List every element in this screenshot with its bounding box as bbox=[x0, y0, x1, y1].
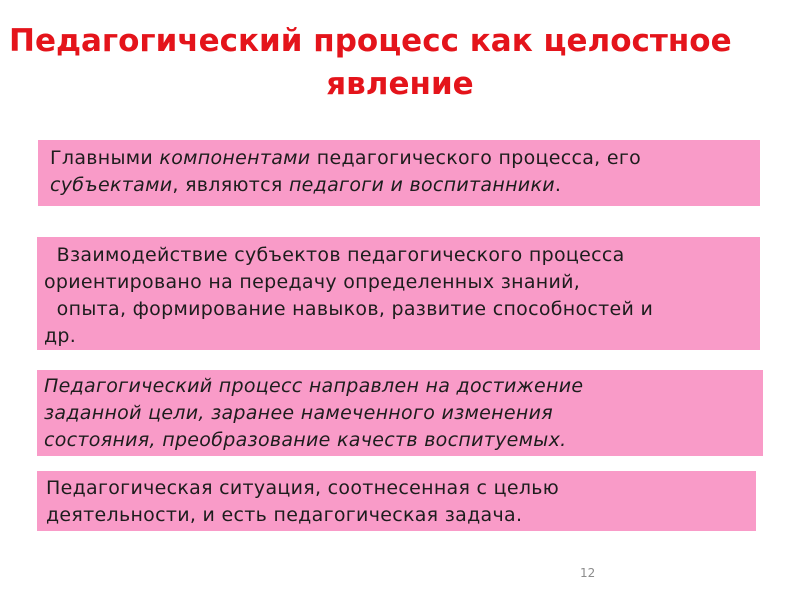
text-line bbox=[50, 145, 760, 172]
text-run: др. bbox=[44, 325, 77, 347]
text-box-situation bbox=[37, 471, 756, 531]
text-line bbox=[44, 323, 760, 350]
text-line bbox=[44, 296, 760, 323]
text-box-interaction bbox=[37, 237, 760, 350]
text-run-italic: субъектами bbox=[50, 174, 173, 196]
text-run: ориентировано на передачу определенных знаний, bbox=[44, 271, 581, 293]
text-run-italic: заданной цели, заранее намеченного изменения bbox=[44, 402, 553, 424]
text-run-italic: компонентами bbox=[159, 147, 311, 169]
text-line bbox=[44, 373, 763, 400]
text-run: Главными bbox=[50, 147, 160, 169]
text-line bbox=[44, 242, 760, 269]
text-run: опыта, формирование навыков, развитие способностей и bbox=[44, 298, 654, 320]
text-run: Взаимодействие субъектов педагогического процесса bbox=[44, 244, 625, 266]
text-run: . bbox=[554, 174, 562, 196]
text-line bbox=[50, 172, 760, 199]
slide-title-line-1: Педагогический процесс как целостное bbox=[9, 23, 732, 59]
text-line bbox=[46, 475, 756, 502]
text-run: деятельности, и есть педагогическая задача. bbox=[46, 504, 523, 526]
text-run: , являются bbox=[172, 174, 289, 196]
text-run-italic: состояния, преобразование качеств воспитуемых. bbox=[44, 429, 567, 451]
text-run: Педагогическая ситуация, соотнесенная с целью bbox=[46, 477, 560, 499]
text-run-italic: педагоги и воспитанники bbox=[288, 174, 555, 196]
slide-title-line-2: явление bbox=[326, 66, 474, 102]
text-line bbox=[44, 427, 763, 454]
text-box-goal bbox=[37, 370, 763, 456]
text-box-components bbox=[38, 140, 760, 206]
text-run-italic: Педагогический процесс направлен на достижение bbox=[44, 375, 584, 397]
page-number: 12 bbox=[580, 566, 596, 580]
text-line bbox=[44, 269, 760, 296]
text-line bbox=[46, 502, 756, 529]
text-run: педагогического процесса, его bbox=[310, 147, 642, 169]
text-line bbox=[44, 400, 763, 427]
